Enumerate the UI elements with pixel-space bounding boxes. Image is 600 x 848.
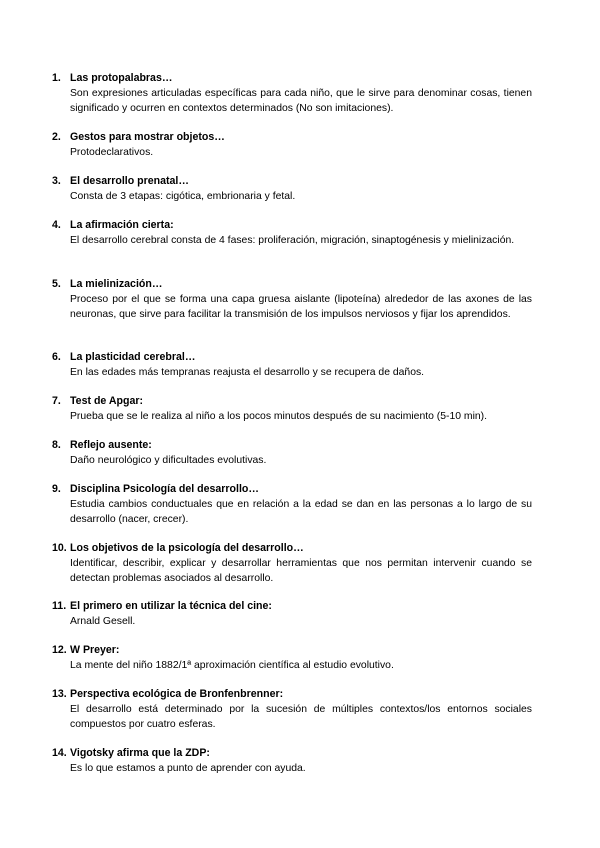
item-title: La plasticidad cerebral…: [70, 351, 196, 363]
item-text: Es lo que estamos a punto de aprender con ayuda.: [70, 763, 306, 774]
item-title: La afirmación cierta:: [70, 219, 174, 231]
item-title: Reflejo ausente:: [70, 439, 152, 451]
item-title: Vigotsky afirma que la ZDP:: [70, 747, 210, 759]
item-number: 13.: [52, 688, 67, 700]
item-title: W Preyer:: [70, 644, 120, 656]
item-number: 4.: [52, 219, 61, 231]
item-text: Proceso por el que se forma una capa gruesa aislante (lipoteína) alrededor de las axones de las neuronas, que sirve para facilitar la transmisión de los impulsos nerviosos y fijar los aprendidos.: [70, 294, 532, 320]
item-text: La mente del niño 1882/1ª aproximación científica al estudio evolutivo.: [70, 660, 394, 671]
item-number: 5.: [52, 278, 61, 290]
item-number: 2.: [52, 131, 61, 143]
item-title: Perspectiva ecológica de Bronfenbrenner:: [70, 688, 284, 700]
item-title: Disciplina Psicología del desarrollo…: [70, 483, 259, 495]
item-number: 6.: [52, 351, 61, 363]
item-text: Daño neurológico y dificultades evolutivas.: [70, 455, 267, 466]
item-text: Estudia cambios conductuales que en relación a la edad se dan en las personas a lo largo de su desarrollo (nacer, crecer).: [70, 499, 532, 525]
item-number: 11.: [52, 600, 67, 612]
item-text: El desarrollo está determinado por la sucesión de múltiples contextos/los entornos sociales compuestos por cuatro esferas.: [70, 704, 532, 730]
item-text: En las edades más tempranas reajusta el desarrollo y se recupera de daños.: [70, 367, 425, 378]
item-number: 3.: [52, 175, 61, 187]
item-title: El desarrollo prenatal…: [70, 175, 189, 187]
item-number: 10.: [52, 542, 67, 554]
item-title: El primero en utilizar la técnica del cine:: [70, 600, 272, 612]
item-text: El desarrollo cerebral consta de 4 fases: proliferación, migración, sinaptogénesis y mielinización.: [70, 235, 515, 246]
item-text: Prueba que se le realiza al niño a los pocos minutos después de su nacimiento (5-10 min).: [70, 411, 488, 422]
item-number: 8.: [52, 439, 61, 451]
item-text: Protodeclarativos.: [70, 147, 154, 158]
item-number: 1.: [52, 72, 61, 84]
item-number: 9.: [52, 483, 61, 495]
item-number: 14.: [52, 747, 67, 759]
item-text: Arnald Gesell.: [70, 616, 136, 627]
item-text: Son expresiones articuladas específicas para cada niño, que le sirve para denominar cosas, tienen significado y ocurren en contextos determinados (No son imitaciones).: [70, 88, 532, 114]
item-number: 7.: [52, 395, 61, 407]
item-text: Identificar, describir, explicar y desarrollar herramientas que nos permitan intervenir cuando se detectan problemas asociados al desarrollo.: [70, 558, 532, 584]
item-text: Consta de 3 etapas: cigótica, embrionaria y fetal.: [70, 191, 296, 202]
item-title: Test de Apgar:: [70, 395, 143, 407]
item-title: Los objetivos de la psicología del desarrollo…: [70, 542, 304, 554]
item-title: Gestos para mostrar objetos…: [70, 131, 225, 143]
item-title: Las protopalabras…: [70, 72, 173, 84]
item-title: La mielinización…: [70, 278, 163, 290]
item-number: 12.: [52, 644, 67, 656]
